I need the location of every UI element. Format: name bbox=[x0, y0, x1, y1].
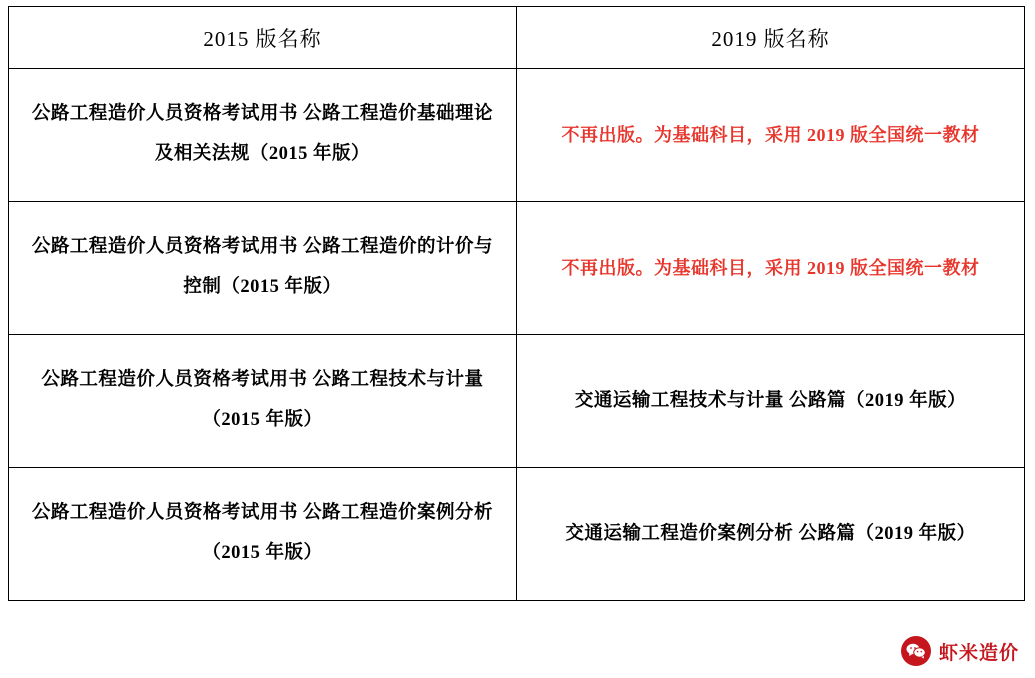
old-name-cell: 公路工程造价人员资格考试用书 公路工程造价基础理论及相关法规（2015 年版） bbox=[9, 69, 517, 202]
old-name-cell: 公路工程造价人员资格考试用书 公路工程造价案例分析（2015 年版） bbox=[9, 468, 517, 601]
table-header-row bbox=[9, 7, 1025, 69]
old-name-cell: 公路工程造价人员资格考试用书 公路工程技术与计量（2015 年版） bbox=[9, 335, 517, 468]
wechat-icon bbox=[901, 636, 931, 666]
column-header-2015: 2015 版名称 bbox=[9, 7, 517, 69]
new-name-cell: 不再出版。为基础科目，采用 2019 版全国统一教材 bbox=[517, 69, 1025, 202]
column-header-2019: 2019 版名称 bbox=[517, 7, 1025, 69]
table-row bbox=[9, 335, 1025, 468]
new-name-cell: 交通运输工程造价案例分析 公路篇（2019 年版） bbox=[517, 468, 1025, 601]
document-page bbox=[0, 6, 1035, 678]
new-name-cell: 不再出版。为基础科目，采用 2019 版全国统一教材 bbox=[517, 202, 1025, 335]
table-row bbox=[9, 468, 1025, 601]
table-row bbox=[9, 202, 1025, 335]
footer-attribution bbox=[901, 636, 1019, 666]
old-name-cell: 公路工程造价人员资格考试用书 公路工程造价的计价与控制（2015 年版） bbox=[9, 202, 517, 335]
table-row bbox=[9, 69, 1025, 202]
new-name-cell: 交通运输工程技术与计量 公路篇（2019 年版） bbox=[517, 335, 1025, 468]
version-comparison-table bbox=[8, 6, 1025, 601]
account-name: 虾米造价 bbox=[938, 642, 1019, 664]
